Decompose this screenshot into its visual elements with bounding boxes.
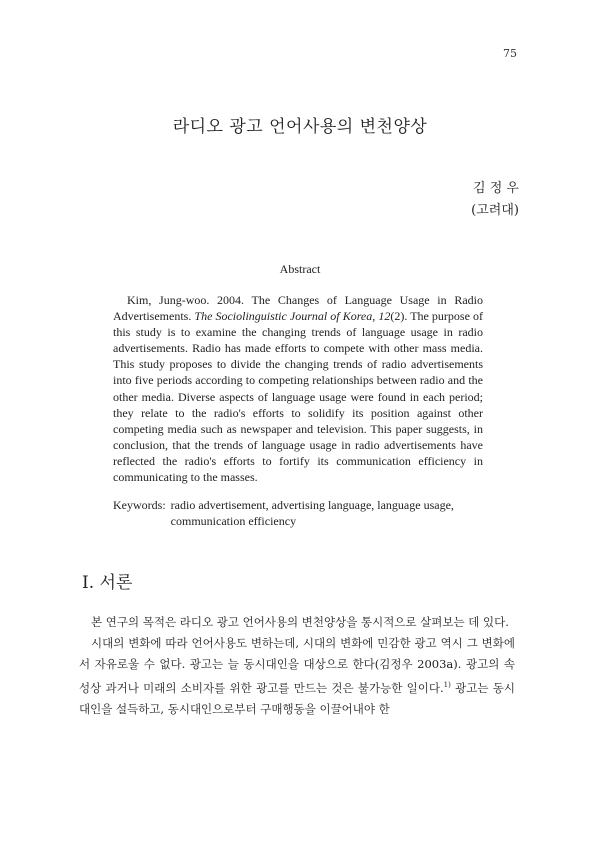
- abstract-body: [113, 292, 483, 485]
- author-affiliation: (고려대): [471, 203, 519, 218]
- page-number: 75: [503, 47, 517, 60]
- journal-issue: (2).: [390, 309, 411, 324]
- abstract-heading: Abstract: [279, 262, 321, 276]
- keywords-values: radio advertisement, advertising language, language usage, communication efficiency: [170, 498, 454, 528]
- keywords-label: Keywords:: [113, 498, 166, 512]
- paper-title: 라디오 광고 언어사용의 변천양상: [172, 117, 428, 137]
- body-text: [79, 612, 515, 720]
- keywords: [113, 497, 485, 529]
- journal-name: The Sociolinguistic Journal of Korea, 12: [194, 309, 391, 324]
- author-name: 김 정 우: [473, 181, 519, 196]
- paragraph-tail: 광고는 동시대인을 설득하고, 동시대인으로부터 구매행동을 이끌어내야 한: [79, 681, 515, 716]
- footnote-mark[interactable]: 1): [443, 681, 451, 689]
- paragraph-text: 시대의 변화에 따라 언어사용도 변하는데, 시대의 변화에 민감한 광고 역시 그 변화에서 자유로울 수 없다. 광고는 늘 동시대인을 대상으로 한다(김정우 2003a). 광고의 속성상 과거나 미래의 소비자를 위한 광고를 만드는 것은 불가능한 일이다.: [79, 636, 515, 695]
- abstract-text: The purpose of this study is to examine the changing trends of language usage in radio advertisements. Radio has made efforts to compete with other mass media. This study proposes to divide the changing trends of radio advertisements into five periods according to competing relationships between radio and the other media. Diverse aspects of language usage were found in each period; they relate to the radio's efforts to solidify its position against other competing media such as newspaper and television. This paper suggests, in conclusion, that the trends of language usage in radio advertisements have reflected the radio's efforts to fortify its communication efficiency in communicating to the masses.: [113, 309, 484, 485]
- section-heading: Ⅰ. 서론: [82, 573, 133, 593]
- paragraph: [79, 633, 515, 720]
- abstract-citation: Kim, Jung-woo. 2004. The Changes of Language Usage in Radio Advertisements.: [113, 293, 483, 324]
- author-block: [471, 178, 519, 222]
- paragraph: 본 연구의 목적은 라디오 광고 언어사용의 변천양상을 통시적으로 살펴보는 데 있다.: [91, 615, 509, 629]
